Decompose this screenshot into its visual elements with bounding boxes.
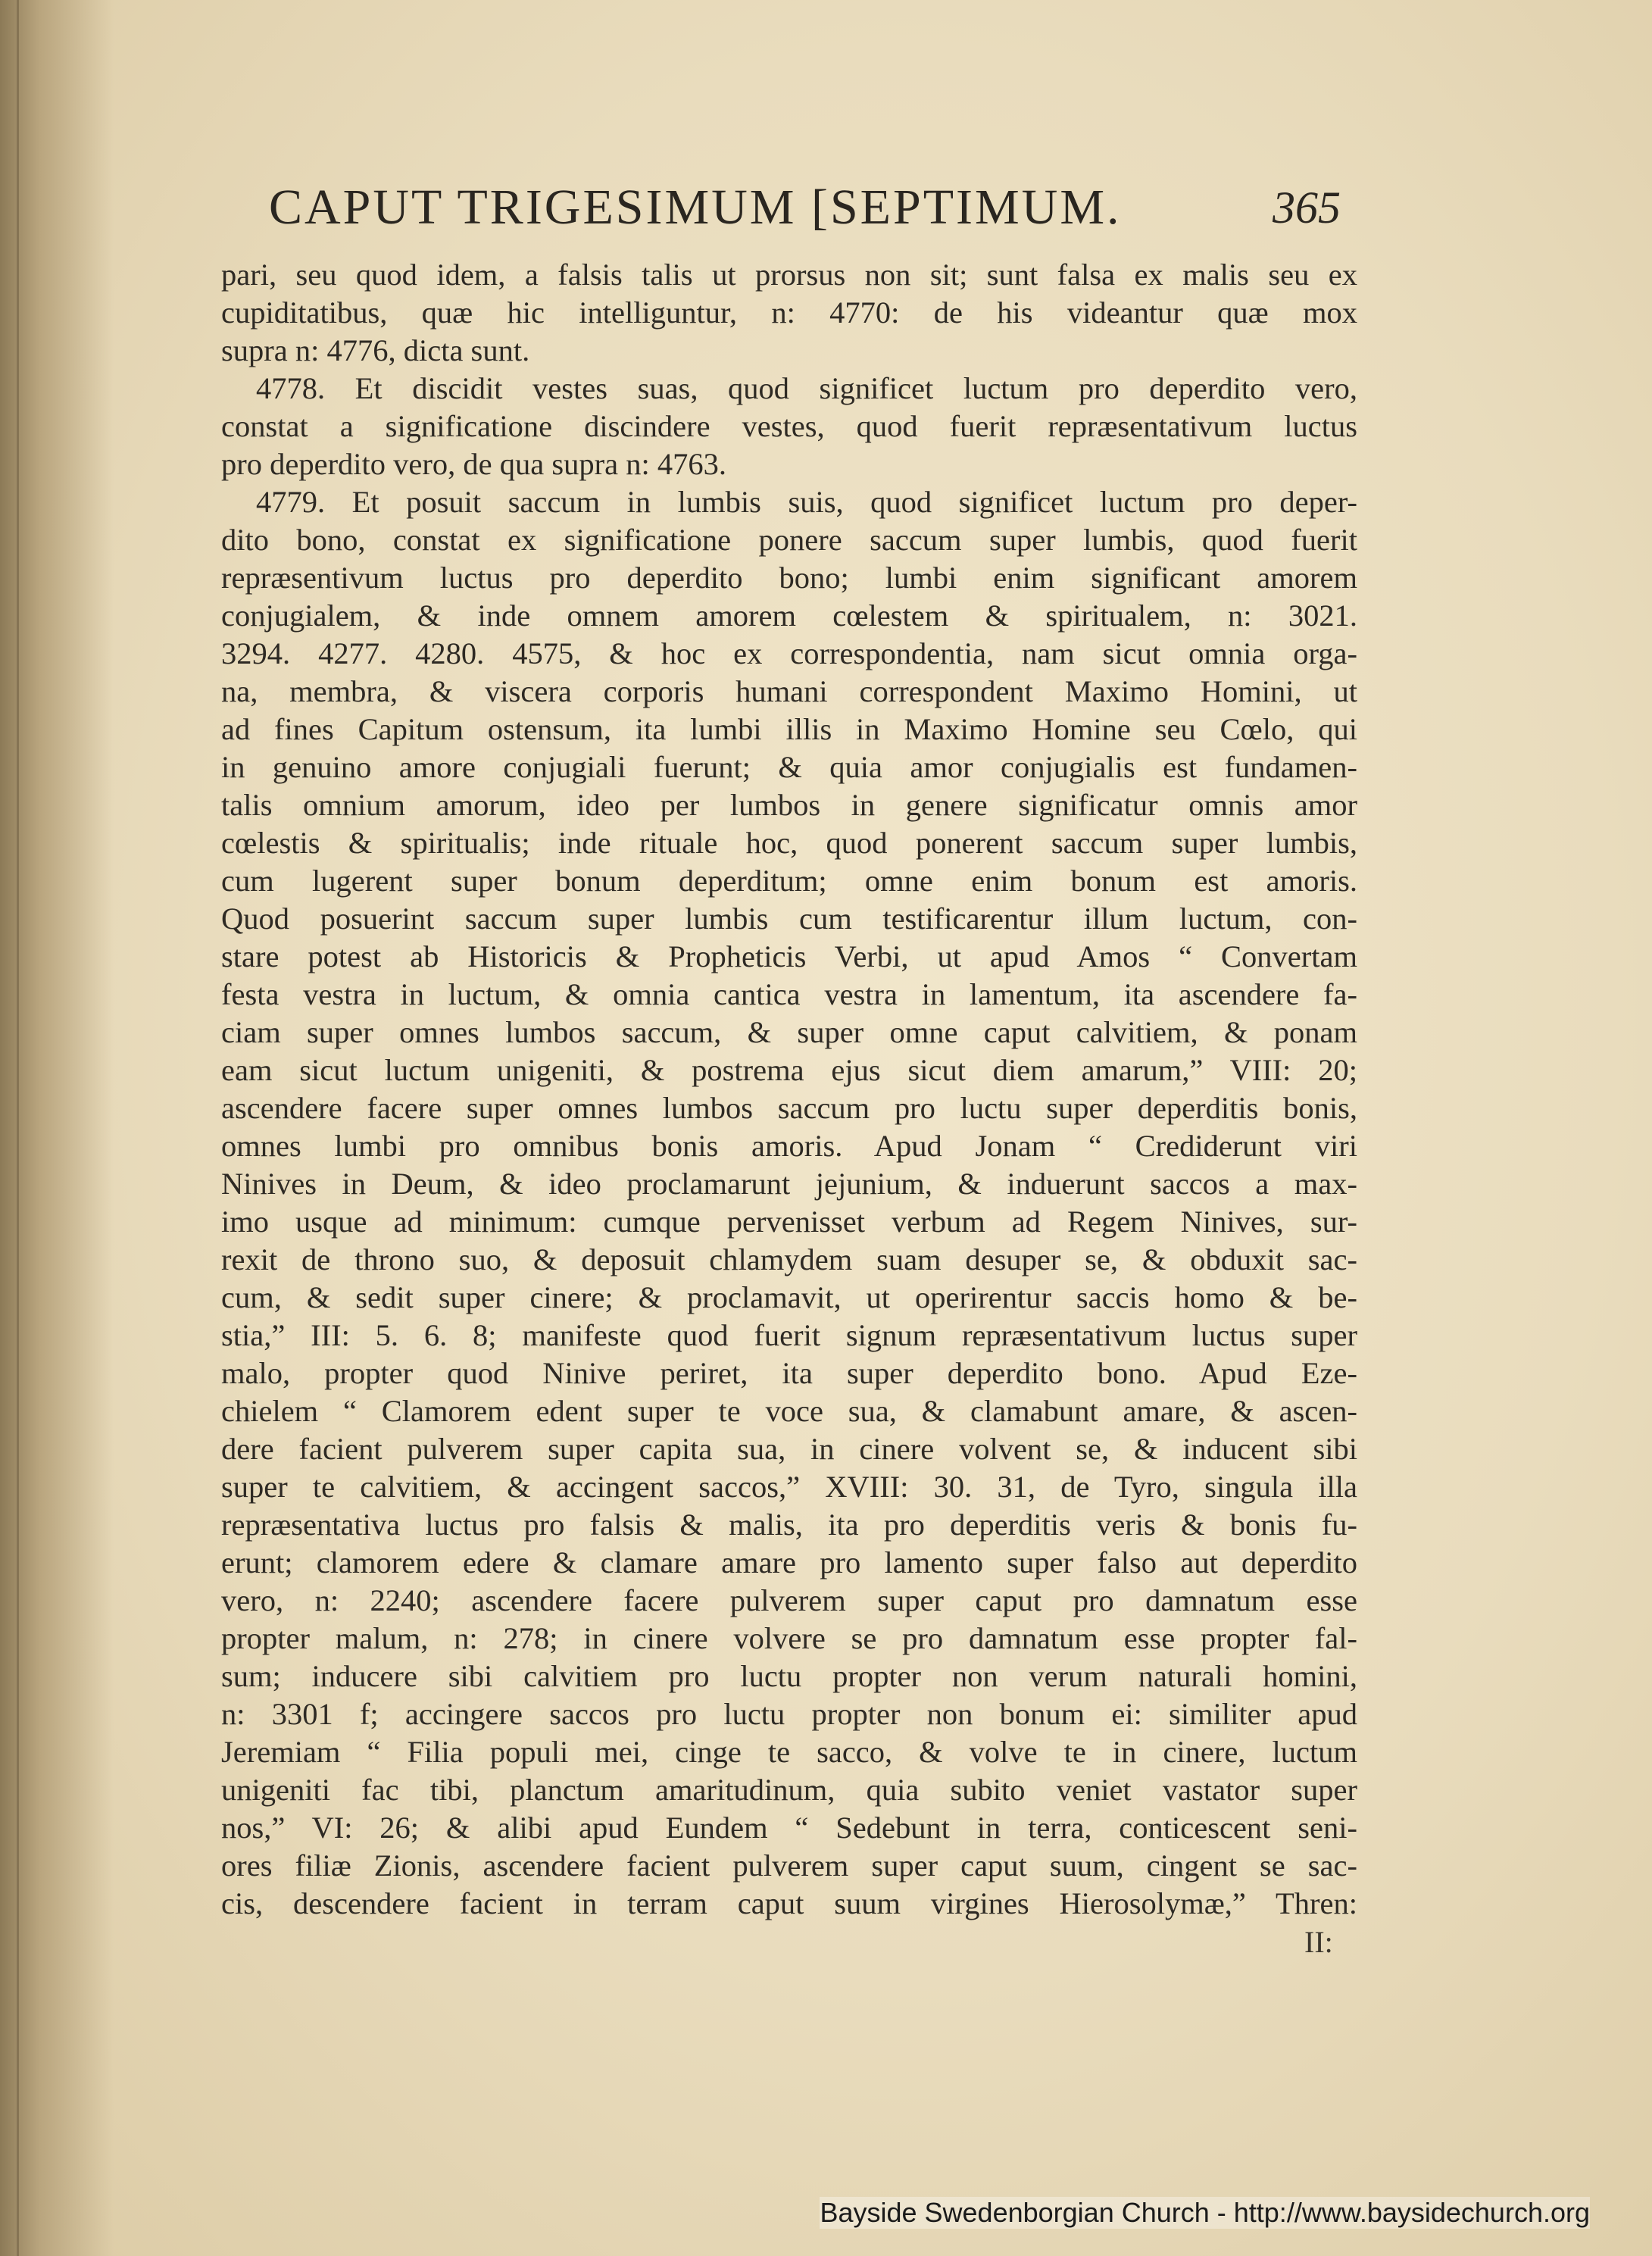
text-line: cum lugerent super bonum deperditum; omne enim bonum est amoris.	[221, 864, 1357, 898]
text-line: unigeniti fac tibi, planctum amaritudinum, quia subito veniet vastator super	[221, 1773, 1357, 1807]
text-line: cœlestis & spiritualis; inde rituale hoc, quod ponerent saccum super lumbis,	[221, 826, 1357, 860]
text-line: sum; inducere sibi calvitiem pro luctu propter non verum naturali homini,	[221, 1659, 1357, 1693]
text-line: imo usque ad minimum: cumque pervenisset verbum ad Regem Ninives, sur-	[221, 1205, 1357, 1239]
text-line: rexit de throno suo, & deposuit chlamydem suam desuper se, & obduxit sac-	[221, 1242, 1357, 1276]
text-line: super te calvitiem, & accingent saccos,” XVIII: 30. 31, de Tyro, singula illa	[221, 1470, 1357, 1504]
text-line: ores filiæ Zionis, ascendere facient pulverem super caput suum, cingent se sac-	[221, 1848, 1357, 1883]
text-line: stare potest ab Historicis & Propheticis Verbi, ut apud Amos “ Convertam	[221, 939, 1357, 973]
text-line: Jeremiam “ Filia populi mei, cinge te sacco, & volve te in cinere, luctum	[221, 1735, 1357, 1769]
running-head: CAPUT TRIGESIMUM [SEPTIMUM.	[269, 180, 1122, 235]
text-line: 4779. Et posuit saccum in lumbis suis, quod significet luctum pro deper-	[256, 485, 1357, 519]
text-line: constat a significatione discindere vestes, quod fuerit repræsentativum luctus	[221, 409, 1357, 443]
text-line: in genuino amore conjugiali fuerunt; & quia amor conjugialis est fundamen-	[221, 750, 1357, 784]
text-line: cum, & sedit super cinere; & proclamavit, ut operirentur saccis homo & be-	[221, 1280, 1357, 1314]
text-line: ciam super omnes lumbos saccum, & super omne caput calvitiem, & ponam	[221, 1015, 1357, 1049]
text-line: vero, n: 2240; ascendere facere pulverem super caput pro damnatum esse	[221, 1583, 1357, 1617]
text-line: malo, propter quod Ninive periret, ita super deperdito bono. Apud Eze-	[221, 1356, 1357, 1390]
text-line: stia,” III: 5. 6. 8; manifeste quod fuerit signum repræsentativum luctus super	[221, 1318, 1357, 1352]
body-text	[221, 256, 1357, 1923]
text-line: pro deperdito vero, de qua supra n: 4763.	[221, 447, 726, 481]
text-line: eam sicut luctum unigeniti, & postrema ejus sicut diem amarum,” VIII: 20;	[221, 1053, 1357, 1087]
text-line: ad fines Capitum ostensum, ita lumbi illis in Maximo Homine seu Cœlo, qui	[221, 712, 1357, 746]
text-line: pari, seu quod idem, a falsis talis ut prorsus non sit; sunt falsa ex malis seu ex	[221, 258, 1357, 292]
page-number: 365	[1273, 183, 1341, 233]
text-line: talis omnium amorum, ideo per lumbos in genere significatur omnis amor	[221, 788, 1357, 822]
catchword: II:	[1304, 1925, 1333, 1959]
text-line: nos,” VI: 26; & alibi apud Eundem “ Sedebunt in terra, conticescent seni-	[221, 1811, 1357, 1845]
text-line: n: 3301 f; accingere saccos pro luctu propter non bonum ei: similiter apud	[221, 1697, 1357, 1731]
text-line: omnes lumbi pro omnibus bonis amoris. Apud Jonam “ Crediderunt viri	[221, 1129, 1357, 1163]
text-line: chielem “ Clamorem edent super te voce sua, & clamabunt amare, & ascen-	[221, 1394, 1357, 1428]
text-line: 3294. 4277. 4280. 4575, & hoc ex correspondentia, nam sicut omnia orga-	[221, 636, 1357, 670]
spine-edge	[17, 0, 19, 2256]
text-line: Ninives in Deum, & ideo proclamarunt jejunium, & induerunt saccos a max-	[221, 1167, 1357, 1201]
text-line: dere facient pulverem super capita sua, in cinere volvent se, & inducent sibi	[221, 1432, 1357, 1466]
text-line: dito bono, constat ex significatione ponere saccum super lumbis, quod fuerit	[221, 523, 1357, 557]
text-line: cis, descendere facient in terram caput suum virgines Hierosolymæ,” Thren:	[221, 1886, 1357, 1920]
text-line: erunt; clamorem edere & clamare amare pro lamento super falso aut deperdito	[221, 1545, 1357, 1580]
watermark-credit: Bayside Swedenborgian Church - http://www.baysidechurch.org	[820, 2197, 1590, 2228]
text-line: supra n: 4776, dicta sunt.	[221, 333, 530, 367]
text-line: Quod posuerint saccum super lumbis cum testificarentur illum luctum, con-	[221, 901, 1357, 936]
text-line: ascendere facere super omnes lumbos saccum pro luctu super deperditis bonis,	[221, 1091, 1357, 1125]
text-line: 4778. Et discidit vestes suas, quod significet luctum pro deperdito vero,	[256, 371, 1357, 405]
text-line: repræsentativa luctus pro falsis & malis, ita pro deperditis veris & bonis fu-	[221, 1508, 1357, 1542]
text-line: repræsentivum luctus pro deperdito bono; lumbi enim significant amorem	[221, 561, 1357, 595]
text-line: cupiditatibus, quæ hic intelliguntur, n: 4770: de his videantur quæ mox	[221, 295, 1357, 330]
text-line: na, membra, & viscera corporis humani correspondent Maximo Homini, ut	[221, 674, 1357, 708]
text-line: conjugialem, & inde omnem amorem cœlestem & spiritualem, n: 3021.	[221, 598, 1357, 633]
text-line: propter malum, n: 278; in cinere volvere se pro damnatum esse propter fal-	[221, 1621, 1357, 1655]
text-line: festa vestra in luctum, & omnia cantica vestra in lamentum, ita ascendere fa-	[221, 977, 1357, 1011]
